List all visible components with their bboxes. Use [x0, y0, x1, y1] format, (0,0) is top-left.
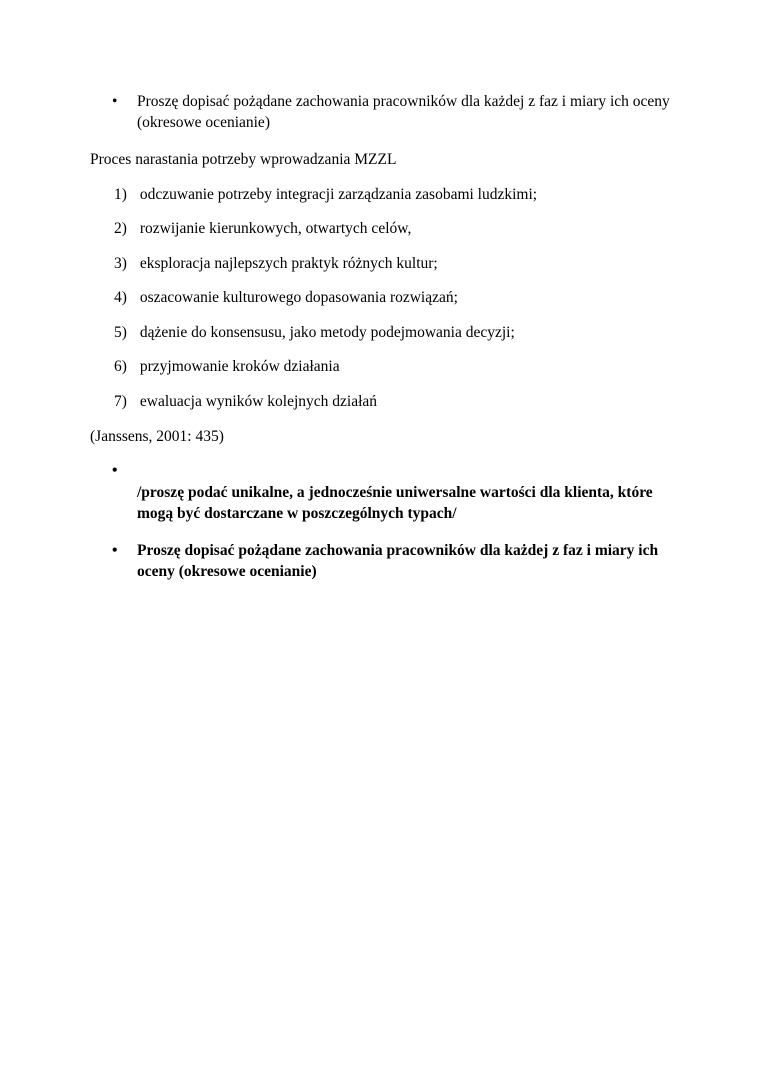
list-item-text: odczuwanie potrzeby integracji zarządzania zasobami ludzkimi; — [139, 186, 538, 203]
list-number: 7) — [114, 393, 127, 410]
list-item-text: dążenie do konsensusu, jako metody podejmowania decyzji; — [139, 324, 515, 341]
bullet-text: /proszę podać unikalne, a jednocześnie uniwersalne wartości dla klienta, które mogą być dostarczane w poszczególnych typach/ — [137, 484, 653, 522]
numbered-list-item — [114, 184, 537, 205]
list-number: 6) — [114, 358, 127, 375]
numbered-list-item — [114, 253, 438, 274]
citation: (Janssens, 2001: 435) — [90, 428, 224, 445]
numbered-list-item — [114, 322, 515, 343]
bullet-icon: • — [112, 93, 118, 110]
list-number: 4) — [114, 289, 127, 306]
list-number: 3) — [114, 255, 127, 272]
numbered-list-item — [114, 287, 458, 308]
bullet-icon: • — [112, 542, 118, 559]
numbered-list-item — [114, 391, 377, 412]
bullet-text: Proszę dopisać pożądane zachowania pracowników dla każdej z faz i miary ich oceny (okresowe ocenianie) — [137, 93, 670, 131]
list-item-text: przyjmowanie kroków działania — [139, 358, 340, 375]
numbered-list-item — [114, 356, 340, 377]
numbered-list-item — [114, 218, 411, 239]
section-heading: Proces narastania potrzeby wprowadzania MZZL — [90, 151, 397, 168]
list-number: 1) — [114, 186, 127, 203]
bold-bullet-item — [112, 540, 672, 582]
bullet-icon: • — [112, 462, 118, 479]
list-item-text: oszacowanie kulturowego dopasowania rozwiązań; — [139, 289, 458, 306]
list-item-text: ewaluacja wyników kolejnych działań — [139, 393, 378, 410]
list-number: 2) — [114, 220, 127, 237]
list-item-text: eksploracja najlepszych praktyk różnych kultur; — [139, 255, 438, 272]
bold-bullet-item — [112, 460, 672, 524]
list-number: 5) — [114, 324, 127, 341]
bullet-item-top — [112, 91, 672, 133]
bullet-text: Proszę dopisać pożądane zachowania pracowników dla każdej z faz i miary ich oceny (okresowe ocenianie) — [137, 542, 659, 580]
list-item-text: rozwijanie kierunkowych, otwartych celów, — [139, 220, 412, 237]
